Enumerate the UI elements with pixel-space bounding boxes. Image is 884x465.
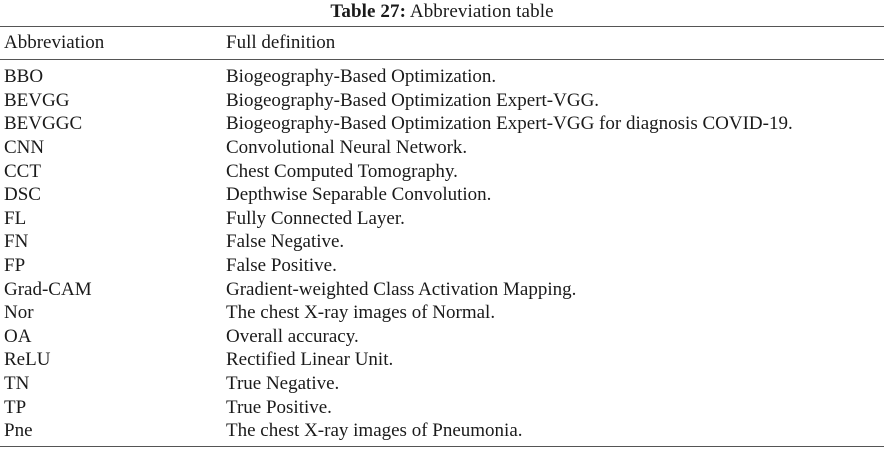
abbreviation-cell: BBO <box>4 66 44 88</box>
header-row <box>0 27 884 60</box>
definition-cell: Fully Connected Layer. <box>226 207 405 229</box>
abbreviation-cell: Nor <box>4 302 34 324</box>
table-row <box>0 372 884 396</box>
abbreviation-cell: CCT <box>4 160 41 182</box>
table-caption <box>0 0 884 26</box>
definition-cell: The chest X-ray images of Normal. <box>226 302 496 324</box>
abbreviation-table <box>0 26 884 447</box>
definition-cell: False Negative. <box>226 231 345 253</box>
column-header-definition: Full definition <box>226 27 884 60</box>
column-header-abbreviation: Abbreviation <box>0 27 226 60</box>
table-row <box>0 159 884 183</box>
abbreviation-cell: TN <box>4 373 30 395</box>
definition-cell: Depthwise Separable Convolution. <box>226 184 492 206</box>
abbreviation-cell: OA <box>4 325 32 347</box>
table-row <box>0 89 884 113</box>
table-row <box>0 395 884 419</box>
definition-cell: Rectified Linear Unit. <box>226 349 394 371</box>
table-row <box>0 277 884 301</box>
table-row <box>0 183 884 207</box>
table-row <box>0 348 884 372</box>
table-title: Abbreviation table <box>409 1 554 22</box>
definition-cell: Biogeography-Based Optimization Expert-VGG. <box>226 89 600 111</box>
definition-cell: Biogeography-Based Optimization. <box>226 66 497 88</box>
definition-cell: The chest X-ray images of Pneumonia. <box>226 419 884 446</box>
abbreviation-cell: ReLU <box>4 349 51 371</box>
abbreviation-cell: FN <box>4 231 29 253</box>
table-row <box>0 301 884 325</box>
definition-cell: Chest Computed Tomography. <box>226 160 458 182</box>
definition-cell: Convolutional Neural Network. <box>226 137 468 159</box>
definition-cell: Overall accuracy. <box>226 325 359 347</box>
abbreviation-cell: CNN <box>4 137 45 159</box>
abbreviation-cell: FP <box>4 255 26 277</box>
table-row <box>0 112 884 136</box>
definition-cell: True Negative. <box>226 373 340 395</box>
table-row <box>0 325 884 349</box>
table-row <box>0 60 884 89</box>
definition-cell: Gradient-weighted Class Activation Mapping. <box>226 278 577 300</box>
table-row <box>0 207 884 231</box>
table-label: Table 27: <box>330 1 407 22</box>
abbreviation-cell: BEVGG <box>4 89 70 111</box>
abbreviation-cell: BEVGGC <box>4 113 83 135</box>
abbreviation-cell: TP <box>4 396 27 418</box>
table-body <box>0 60 884 447</box>
table-row <box>0 419 884 446</box>
table-row <box>0 254 884 278</box>
abbreviation-cell: Grad-CAM <box>4 278 92 300</box>
abbreviation-cell: Pne <box>0 419 226 446</box>
table-row <box>0 136 884 160</box>
definition-cell: True Positive. <box>226 396 332 418</box>
table-row <box>0 230 884 254</box>
abbreviation-cell: FL <box>4 207 27 229</box>
definition-cell: False Positive. <box>226 255 337 277</box>
abbreviation-cell: DSC <box>4 184 41 206</box>
definition-cell: Biogeography-Based Optimization Expert-VGG for diagnosis COVID-19. <box>226 113 793 135</box>
